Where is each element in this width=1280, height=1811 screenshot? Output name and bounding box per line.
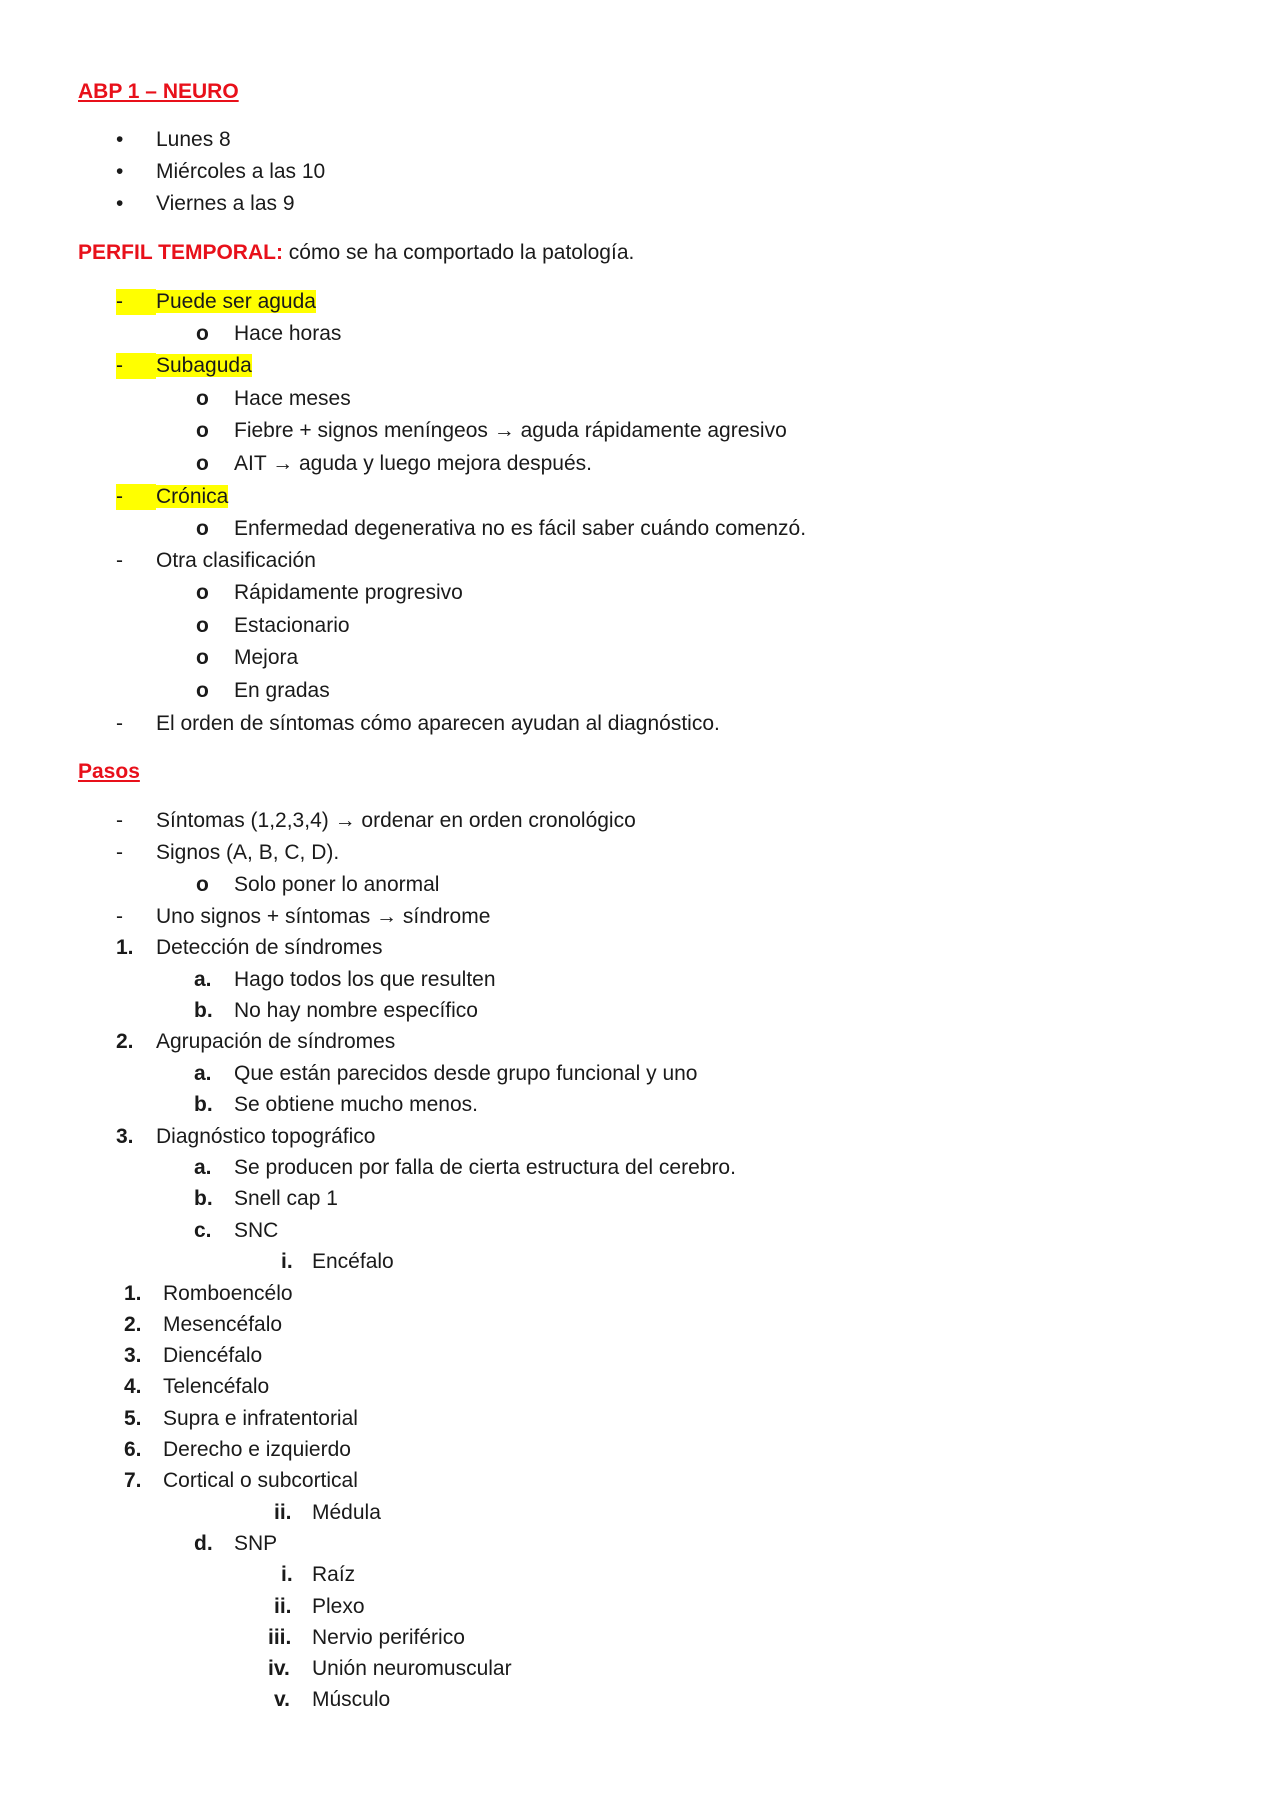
sub-item: Hace meses [234,387,351,410]
sub-item: Solo poner lo anormal [234,873,440,896]
o-marker: o [196,387,209,410]
number-marker: 3. [124,1344,142,1367]
aguda-text: Puede ser aguda [156,290,316,313]
step-item: Detección de síndromes [156,936,383,959]
number-marker: 1. [116,936,134,959]
sub-sub-item: Médula [312,1501,381,1524]
roman-marker: i. [281,1250,293,1273]
sub-item: Estacionario [234,614,350,637]
list-item-orden: El orden de síntomas cómo aparecen ayudan al diagnóstico. [156,712,720,735]
o-marker: o [196,517,209,540]
number-marker: 2. [116,1030,134,1053]
encefalo-item: Supra e infratentorial [163,1407,358,1430]
snp-item: Nervio periférico [312,1626,465,1649]
roman-marker: iii. [268,1626,292,1649]
perfil-paragraph [78,240,634,266]
dash-marker: - [116,290,123,313]
encefalo-item: Mesencéfalo [163,1313,283,1336]
roman-marker: v. [274,1688,290,1711]
snp-item: Plexo [312,1595,365,1618]
number-marker: 4. [124,1375,142,1398]
alpha-marker: c. [194,1219,212,1242]
sub-item: Snell cap 1 [234,1187,338,1210]
alpha-marker: b. [194,1093,213,1116]
subaguda-text: Subaguda [156,354,252,377]
number-marker: 5. [124,1407,142,1430]
sub-item: Mejora [234,646,299,669]
o-marker: o [196,322,209,345]
sub-item: Hace horas [234,322,342,345]
sub-item: Se obtiene mucho menos. [234,1093,478,1116]
pasos-heading: Pasos [78,760,140,783]
sub-item: En gradas [234,679,330,702]
sub-item: Rápidamente progresivo [234,581,463,604]
dash-marker: - [116,549,123,572]
schedule-item: Miércoles a las 10 [156,160,326,183]
o-marker: o [196,873,209,896]
o-marker: o [196,614,209,637]
sub-item: No hay nombre específico [234,999,478,1022]
alpha-marker: b. [194,1187,213,1210]
step-item: Diagnóstico topográfico [156,1125,376,1148]
snp-item: Raíz [312,1563,356,1586]
step-item: Agrupación de síndromes [156,1030,396,1053]
list-item-signos: Signos (A, B, C, D). [156,841,340,864]
dash-marker: - [116,485,123,508]
alpha-marker: a. [194,1062,212,1085]
bullet-icon: • [116,192,124,215]
encefalo-item: Derecho e izquierdo [163,1438,351,1461]
sub-item: Enfermedad degenerativa no es fácil saber cuándo comenzó. [234,517,807,540]
o-marker: o [196,419,209,442]
number-marker: 7. [124,1469,142,1492]
number-marker: 1. [124,1282,142,1305]
sub-item: Hago todos los que resulten [234,968,496,991]
roman-marker: ii. [274,1595,292,1618]
sub-item: SNC [234,1219,279,1242]
list-item-otra: Otra clasificación [156,549,316,572]
number-marker: 3. [116,1125,134,1148]
encefalo-item: Diencéfalo [163,1344,263,1367]
schedule-item: Lunes 8 [156,128,231,151]
roman-marker: iv. [268,1657,290,1680]
snp-item: Músculo [312,1688,391,1711]
o-marker: o [196,679,209,702]
number-marker: 2. [124,1313,142,1336]
alpha-marker: b. [194,999,213,1022]
list-item-cronica [156,484,228,510]
o-marker: o [196,452,209,475]
snp-item: Unión neuromuscular [312,1657,512,1680]
roman-marker: i. [281,1563,293,1586]
alpha-marker: a. [194,1156,212,1179]
list-item-aguda [156,289,316,315]
alpha-marker: a. [194,968,212,991]
cronica-text: Crónica [156,485,229,508]
encefalo-item: Telencéfalo [163,1375,270,1398]
alpha-marker: d. [194,1532,213,1555]
sub-item: AIT → aguda y luego mejora después. [234,452,592,475]
encefalo-item: Romboencélo [163,1282,293,1305]
sub-item: SNP [234,1532,278,1555]
dash-marker: - [116,809,123,832]
list-item-subaguda [156,353,252,379]
sub-item: Fiebre + signos meníngeos → aguda rápidamente agresivo [234,419,787,442]
doc-title: ABP 1 – NEURO [78,80,239,103]
dash-marker: - [116,905,123,928]
sub-item: Se producen por falla de cierta estructura del cerebro. [234,1156,736,1179]
dash-marker: - [116,841,123,864]
o-marker: o [196,646,209,669]
number-marker: 6. [124,1438,142,1461]
perfil-label: PERFIL TEMPORAL: [78,241,283,264]
dash-marker: - [116,354,123,377]
dash-marker: - [116,712,123,735]
roman-marker: ii. [274,1501,292,1524]
encefalo-item: Cortical o subcortical [163,1469,358,1492]
sub-sub-item: Encéfalo [312,1250,394,1273]
bullet-icon: • [116,128,124,151]
perfil-text: cómo se ha comportado la patología. [282,241,635,264]
list-item-uno: Uno signos + síntomas → síndrome [156,905,491,928]
list-item-sintomas: Síntomas (1,2,3,4) → ordenar en orden cronológico [156,809,636,832]
bullet-icon: • [116,160,124,183]
sub-item: Que están parecidos desde grupo funcional y uno [234,1062,698,1085]
o-marker: o [196,581,209,604]
schedule-item: Viernes a las 9 [156,192,295,215]
